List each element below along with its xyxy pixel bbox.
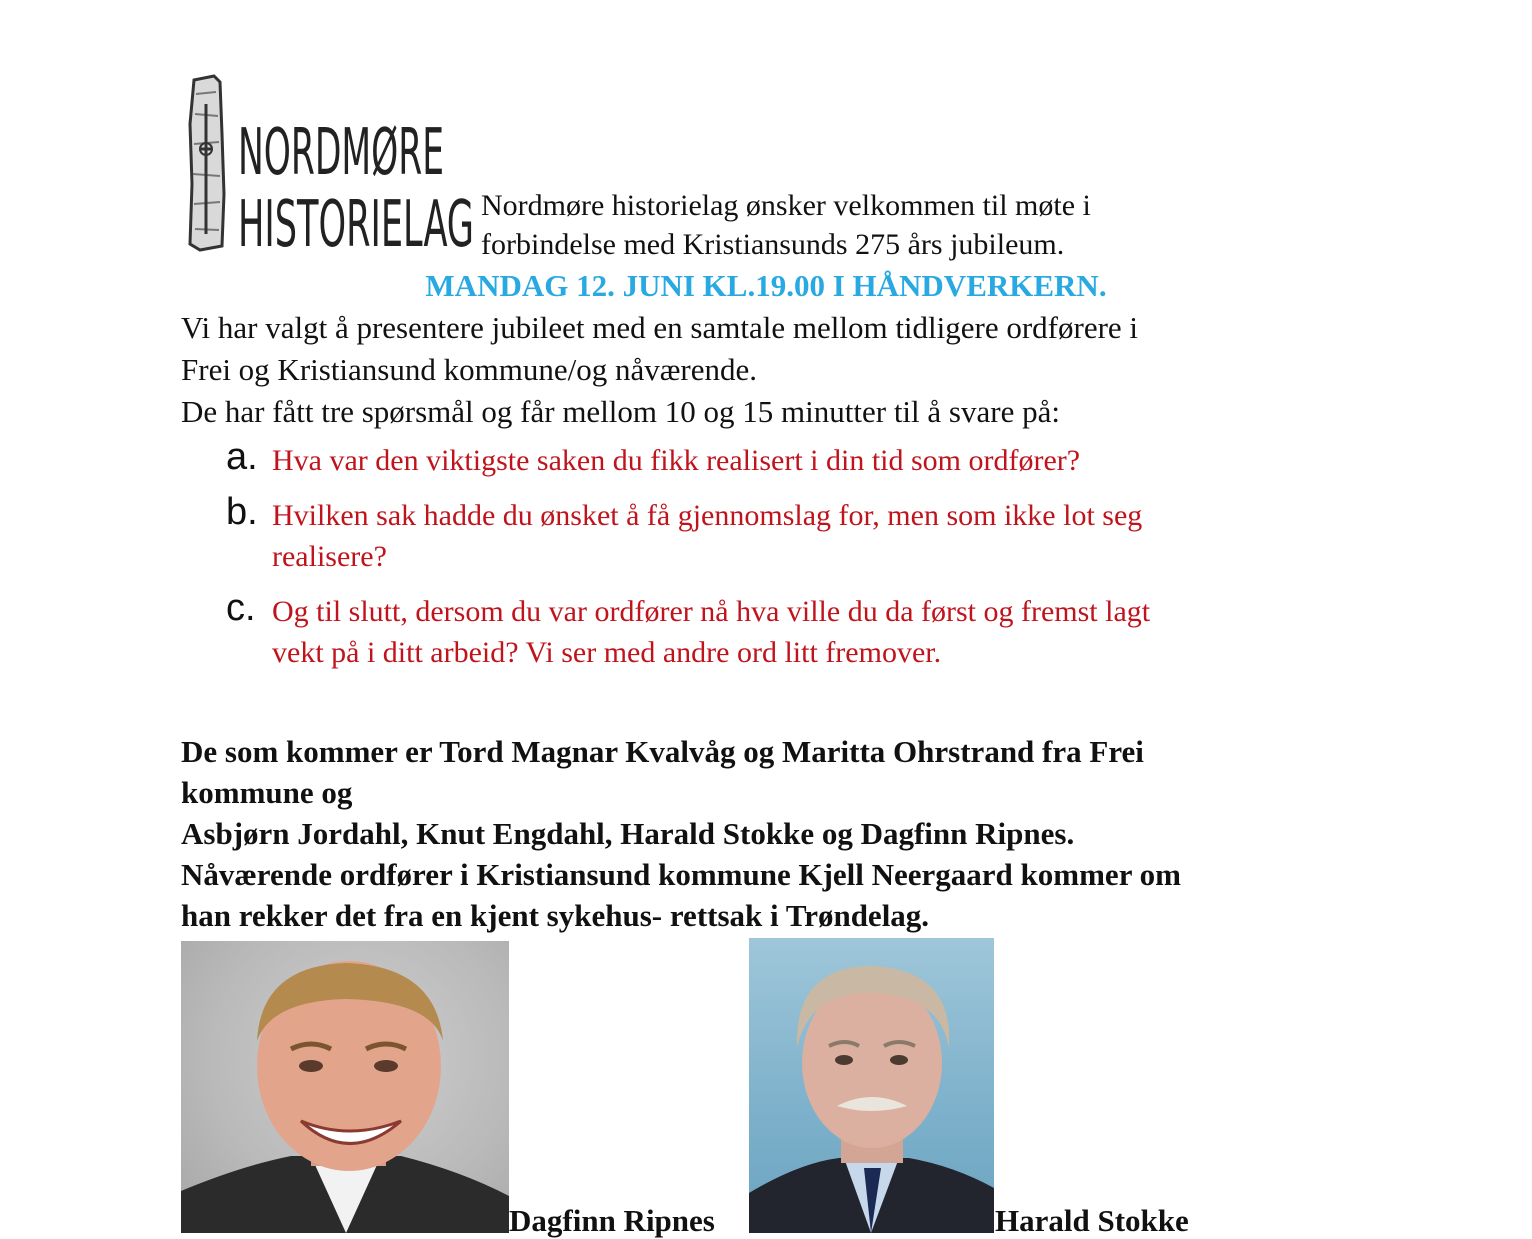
question-line: Og til slutt, dersom du var ordfører nå hva ville du da først og fremst lagt — [272, 595, 1151, 628]
guests-paragraph — [181, 731, 1381, 936]
guests-line-2: kommune og — [181, 775, 353, 810]
portrait-photo-harald-stokke — [749, 938, 994, 1233]
body-line-2: Frei og Kristiansund kommune/og nåværende. — [181, 352, 757, 387]
question-marker: b. — [226, 491, 258, 533]
question-line: vekt på i ditt arbeid? Vi ser med andre ord litt fremover. — [272, 636, 942, 669]
intro-line-1: Nordmøre historielag ønsker velkommen til møte i — [481, 189, 1091, 222]
question-marker: c. — [226, 587, 256, 629]
question-text — [272, 440, 1376, 481]
intro-text — [481, 186, 1281, 264]
question-item — [226, 436, 1376, 481]
question-item — [226, 587, 1376, 673]
photo-caption-2: Harald Stokke — [995, 1203, 1189, 1238]
runestone-icon — [190, 76, 224, 250]
portrait-photo-dagfinn-ripnes — [181, 941, 509, 1233]
question-list — [226, 436, 1376, 687]
logo-line-2: HISTORIELAG — [238, 188, 474, 262]
event-date-text: MANDAG 12. JUNI KL.19.00 I HÅNDVERKERN. — [425, 268, 1107, 303]
guests-line-4: Nåværende ordfører i Kristiansund kommune Kjell Neergaard kommer om — [181, 857, 1181, 892]
body-line-3: De har fått tre spørsmål og får mellom 10 og 15 minutter til å svare på: — [181, 394, 1060, 429]
question-text — [272, 591, 1376, 673]
guests-line-1: De som kommer er Tord Magnar Kvalvåg og Maritta Ohrstrand fra Frei — [181, 734, 1144, 769]
intro-line-2: forbindelse med Kristiansunds 275 års jubileum. — [481, 228, 1065, 261]
nordmore-historielag-logo — [186, 74, 478, 262]
logo-graphic — [186, 74, 478, 262]
question-marker: a. — [226, 436, 258, 478]
body-line-1: Vi har valgt å presentere jubileet med en samtale mellom tidligere ordførere i — [181, 310, 1139, 345]
question-line: realisere? — [272, 540, 387, 573]
portrait-illustration — [181, 941, 509, 1233]
event-date-heading — [0, 266, 1532, 306]
photo-caption-1: Dagfinn Ripnes — [509, 1203, 715, 1238]
question-item — [226, 491, 1376, 577]
question-text — [272, 495, 1376, 577]
logo-line-1: NORDMØRE — [238, 116, 444, 190]
question-line: Hva var den viktigste saken du fikk realisert i din tid som ordfører? — [272, 444, 1081, 477]
portrait-illustration — [749, 938, 994, 1233]
body-paragraph — [181, 307, 1381, 433]
guests-line-3: Asbjørn Jordahl, Knut Engdahl, Harald Stokke og Dagfinn Ripnes. — [181, 816, 1075, 851]
guests-line-5: han rekker det fra en kjent sykehus- rettsak i Trøndelag. — [181, 898, 930, 933]
question-line: Hvilken sak hadde du ønsket å få gjennomslag for, men som ikke lot seg — [272, 499, 1143, 532]
